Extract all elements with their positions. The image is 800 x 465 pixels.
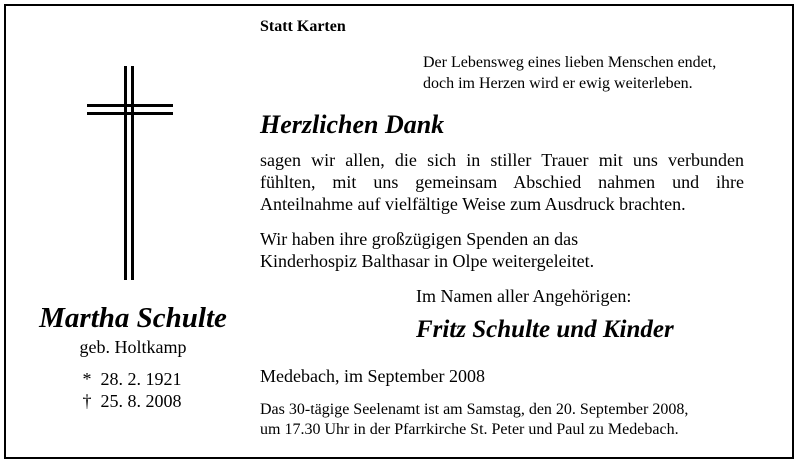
thanks-paragraph-2 xyxy=(260,228,594,272)
signature-names: Fritz Schulte und Kinder xyxy=(416,316,674,343)
thanks-paragraph-1 xyxy=(260,149,744,215)
donation-line-2: Kinderhospiz Balthasar in Olpe weitergeleitet. xyxy=(260,251,595,271)
thanks-line-1: sagen wir allen, die sich in stiller Trauer mit uns verbunden xyxy=(260,150,744,170)
donation-line-1: Wir haben ihre großzügigen Spenden an das xyxy=(260,229,579,249)
maiden-name: geb. Holtkamp xyxy=(79,337,187,357)
thanks-line-3: Anteilnahme auf vielfältige Weise zum Ausdruck brachten. xyxy=(260,194,686,214)
deceased-name: Martha Schulte xyxy=(39,302,227,334)
thanks-heading: Herzlichen Dank xyxy=(260,110,445,139)
death-row xyxy=(78,390,182,412)
thanks-line-2: fühlten, mit uns gemeinsam Abschied nahmen und ihre xyxy=(260,172,744,192)
place-date: Medebach, im September 2008 xyxy=(260,366,485,386)
cross-icon xyxy=(87,66,173,280)
birth-symbol: * xyxy=(82,369,92,389)
signature-intro: Im Namen aller Angehörigen: xyxy=(416,286,632,306)
verse xyxy=(423,52,716,94)
birth-date: 28. 2. 1921 xyxy=(100,369,182,389)
death-date: 25. 8. 2008 xyxy=(100,391,182,411)
mass-notice xyxy=(260,400,688,440)
life-dates xyxy=(78,368,182,412)
statt-karten-label: Statt Karten xyxy=(260,18,346,35)
verse-line-2: doch im Herzen wird er ewig weiterleben. xyxy=(423,75,693,92)
mass-notice-line-2: um 17.30 Uhr in der Pfarrkirche St. Peter und Paul zu Medebach. xyxy=(260,421,679,438)
death-symbol: † xyxy=(82,391,92,411)
mass-notice-line-1: Das 30-tägige Seelenamt ist am Samstag, den 20. September 2008, xyxy=(260,401,689,418)
verse-line-1: Der Lebensweg eines lieben Menschen endet, xyxy=(423,54,717,71)
birth-row xyxy=(78,368,182,390)
